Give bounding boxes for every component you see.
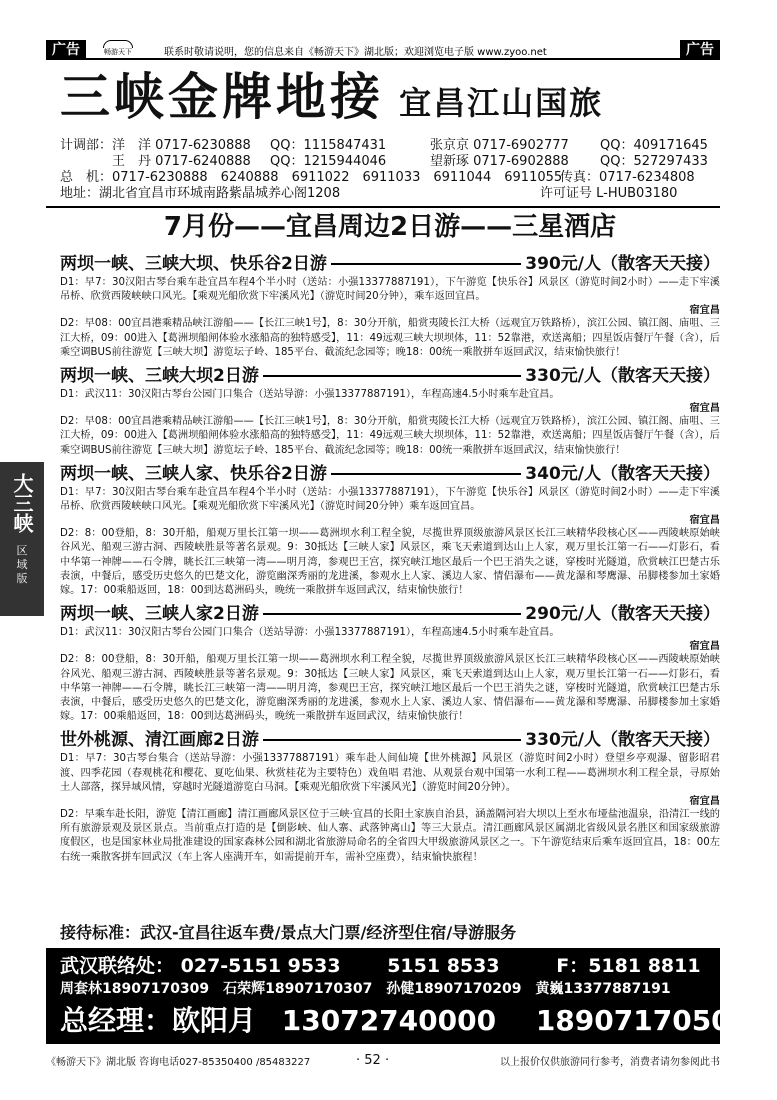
tour-day-1: D1：早7：30汉阳古琴台乘车赴宜昌车程4个半小时（送站：小强13377887191），下午游览【快乐谷】风景区（游览时间2小时）——走下牢溪吊桥、欣赏西陵峡峡口风光。【乘观光船欣赏下牢溪风光】（游览时间20分钟）乘车返回宜昌。 — [60, 486, 720, 513]
tour-day-1: D1：武汉11：30汉阳古琴台公园门口集合（送站导游：小强13377887191），车程高速4.5小时乘车赴宜昌。 — [60, 389, 560, 401]
side-tab-char: 区 — [16, 544, 28, 557]
contact-row — [60, 154, 720, 170]
side-tab-title: 大三峡 — [10, 473, 34, 533]
magazine-logo — [92, 40, 144, 60]
tour-price: 330元/人（散客天天接） — [525, 366, 720, 387]
tour-day-2: D2：早乘车赴长阳，游览【清江画廊】清江画廊风景区位于三峡·宜昌的长阳土家族自治县，涵盖隔河岩大坝以上至水布垭盐池温泉，沿清江一线的所有旅游景观及景区景点。当前重点打造的是【倒影峡、仙人寨、武落钟离山】等三大景点。清江画廊风景区属湖北省级风景名胜区和国家级旅游度假区，也是国家林业局批准建设的国家森林公园和湖北省旅游局命名的全省四大甲级旅游风景区之一。下午游览结束后乘车返回宜昌，18：00左右统一乘散客拼车回武汉（车上客人座满开车，如需提前开车，需补空座费），结束愉快旅程！ — [60, 809, 720, 863]
contact-cell: 地址：湖北省宜昌市环城南路紫晶城养心阁1208 — [60, 186, 341, 201]
leader-line — [331, 263, 521, 265]
tour-day-2: D2：早08：00宜昌港乘精品峡江游船——【长江三峡1号】，8：30分开航，船赏夷陵长江大桥（远观宜万铁路桥），滨江公园、镇江阁、庙咀、三江大桥，09：00进入【葛洲坝船闸体验水涨船高的独特感受】，11：49远观三峡大坝坝体，11：52靠港，欢送离船；四星饭店餐厅午餐（含），后乘空调BUS前往游览【三峡大坝】游览坛子岭、185平台、截流纪念园等；晚18：00统一乘散拼车返回武汉，结束愉快旅行！ — [60, 416, 720, 456]
tour-header — [60, 462, 720, 486]
gm-phone-1: 13072740000 — [281, 1004, 497, 1037]
tour-list — [60, 252, 720, 869]
footer-left: 《畅游天下》湖北版 咨询电话027-85350400 /85483227 — [46, 1057, 311, 1068]
side-tab — [0, 462, 44, 616]
office-phone-2: 5151 8533 — [387, 955, 500, 977]
office-row — [60, 954, 701, 978]
footer-right: 以上报价仅供旅游同行参考，消费者请勿参阅此书 — [500, 1057, 720, 1068]
tour-price: 340元/人（散客天天接） — [525, 463, 720, 484]
tour-price: 390元/人（散客天天接） — [525, 254, 720, 274]
tour-item — [60, 602, 720, 724]
page-number: · 52 · — [356, 1053, 390, 1068]
gm-label: 总经理：欧阳月 — [60, 1004, 257, 1037]
tour-day-1: D1：早7：30汉阳古琴台乘车赴宜昌车程4个半小时（送站：小强13377887191），下午游览【快乐谷】风景区（游览时间2小时）——走下牢溪吊桥、欣赏西陵峡峡口风光。【乘观光船欣赏下牢溪风光】（游览时间20分钟），乘车返回宜昌。 — [60, 277, 720, 303]
tour-day-1: D1：早7：30古琴台集合（送站导游：小强13377887191）乘车赴人间仙境【世外桃源】风景区（游览时间2小时）登望乡亭观瀑、留影昭君渡、四季花园（春观桃花和樱花、夏吃仙果、秋赏桂花为主要特色）戏鱼唱 君池、从观景台观中国第一水利工程——葛洲坝水利工程全景，寻原始土人部落，探异域风情，穿越时光隧道游览白马洞。【乘观光船欣赏下牢溪风光】（游览时间20分钟）。 — [60, 753, 720, 793]
top-ad-strip — [46, 40, 720, 60]
tour-item — [60, 728, 720, 864]
ad-tag-right: 广告 — [680, 40, 720, 60]
office-fax: F：5181 8811 — [556, 955, 701, 977]
ad-tag-left: 广告 — [46, 40, 86, 60]
leader-line — [331, 473, 521, 475]
tour-price: 330元/人（散客天天接） — [525, 730, 720, 751]
contact-cell: 王 丹 0717-6240888 — [60, 154, 251, 169]
side-tab-char: 版 — [16, 572, 28, 585]
main-title: 7月份——宜昌周边2日游——三星酒店 — [163, 212, 617, 242]
contact-cell: 望新琢 0717-6902888 — [430, 154, 569, 169]
contact-cell: 计调部：洋 洋 0717-6230888 — [60, 138, 251, 153]
tour-stay: 宿宜昌 — [689, 796, 720, 808]
tour-day-2: D2：早08：00宜昌港乘精品峡江游船——【长江三峡1号】，8：30分开航，船赏夷陵长江大桥（远观宜万铁路桥），滨江公园、镇江阁、庙咀、三江大桥，09：00进入【葛洲坝船闸体验水涨船高的独特感受】，11：49远观三峡大坝坝体，11：52靠港，欢送离船；四星饭店餐厅午餐（含），后乘空调BUS前往游览【三峡大坝】游览坛子岭、185平台、截流纪念园等；晚18：00统一乘散拼车返回武汉，结束愉快旅行！ — [60, 318, 720, 358]
contact-cell: QQ：1215944046 — [270, 154, 387, 169]
header — [60, 66, 720, 202]
leader-line — [263, 739, 521, 741]
tour-stay: 宿宜昌 — [689, 305, 720, 317]
tour-item — [60, 252, 720, 360]
staff-phones: 周套林18907170309 石荣辉18907170307 孙健18907170209 黄巍13377887191 — [60, 981, 671, 997]
contact-cell: 张京京 0717-6902777 — [430, 138, 569, 153]
brand-title: 三峡金牌地接 — [60, 67, 384, 126]
tour-header — [60, 728, 720, 752]
tour-day-2: D2：8：00登船，8：30开船，船观万里长江第一坝——葛洲坝水利工程全貌，尽揽世界顶级旅游风景区长江三峡精华段核心区——西陵峡原始峡谷风光、船观三游古洞、西陵峡胜景等著名景观。9：30抵达【三峡人家】风景区，乘飞天索道到达山上人家，观万里长江第一石——灯影石，看中华第一神牌——石令牌，眺长江三峡第一湾——明月湾，参观巴王宫，探究峡江地区最后一个巴王消失之谜，穿梭时光隧道，欣赏峡江巴楚古乐表演，中餐后，感受历史悠久的巴楚文化，游览幽深秀丽的龙进溪，参观水上人家、溪边人家、情侣瀑布——黄龙瀑和琴鹰瀑、吊脚楼参加土家婚嫁。17：00乘船返回，18：00到达葛洲码头，晚统一乘散拼车返回武汉，结束愉快旅行！ — [60, 654, 720, 723]
office-label: 武汉联络处： — [60, 955, 175, 977]
contact-cell: 总 机：0717-6230888 6240888 6911022 6911033 6911044 6911055 — [60, 170, 563, 185]
tour-day-1: D1：武汉11：30汉阳古琴台公园门口集合（送站导游：小强13377887191），车程高速4.5小时乘车赴宜昌。 — [60, 627, 560, 639]
gm-phone-2: 18907170506 — [535, 1004, 751, 1037]
tour-item — [60, 462, 720, 598]
service-standard: 接待标准：武汉-宜昌往返车费/景点大门票/经济型住宿/导游服务 — [60, 923, 517, 942]
tour-stay: 宿宜昌 — [689, 641, 720, 653]
tour-stay: 宿宜昌 — [689, 515, 720, 527]
side-tab-char: 域 — [16, 558, 28, 571]
contact-cell: QQ：527297433 — [600, 154, 708, 169]
tour-name: 两坝一峡、三峡大坝2日游 — [60, 366, 259, 387]
general-manager-row — [60, 1003, 750, 1039]
contact-row — [60, 170, 720, 186]
contact-row — [60, 186, 720, 202]
contact-cell: 传真：0717-6234808 — [560, 170, 695, 185]
leader-line — [263, 613, 521, 615]
agency-name: 宜昌江山国旅 — [399, 84, 604, 122]
tour-header — [60, 602, 720, 626]
logo-text: 畅游天下 — [104, 48, 132, 56]
leader-line — [263, 375, 521, 377]
tour-header — [60, 364, 720, 388]
tour-item — [60, 364, 720, 458]
tour-day-2: D2：8：00登船，8：30开船，船观万里长江第一坝——葛洲坝水利工程全貌，尽揽世界顶级旅游风景区长江三峡精华段核心区——西陵峡原始峡谷风光、船观三游古洞、西陵峡胜景等著名景观。9：30抵达【三峡人家】风景区，乘飞天索道到达山上人家，观万里长江第一石——灯影石，看中华第一神牌——石令牌，眺长江三峡第一湾——明月湾，参观巴王宫，探究峡江地区最后一个巴王消失之谜，穿梭时光隧道，欣赏峡江巴楚古乐表演，中餐后，感受历史悠久的巴楚文化，游览幽深秀丽的龙进溪，参观水上人家、溪边人家、情侣瀑布——黄龙瀑和琴鹰瀑、吊脚楼参加土家婚嫁。17：00乘船返回，18：00到达葛洲码头，晚统一乘散拼车返回武汉，结束愉快旅行！ — [60, 528, 720, 597]
tour-name: 两坝一峡、三峡人家2日游 — [60, 604, 259, 625]
tour-header — [60, 252, 720, 276]
tour-name: 世外桃源、清江画廊2日游 — [60, 730, 259, 751]
contact-cell: 许可证号 L-HUB03180 — [540, 186, 678, 201]
tour-stay: 宿宜昌 — [689, 403, 720, 415]
tour-name: 两坝一峡、三峡大坝、快乐谷2日游 — [60, 254, 327, 274]
sun-icon — [103, 40, 133, 48]
tour-name: 两坝一峡、三峡人家、快乐谷2日游 — [60, 463, 327, 484]
contact-block — [60, 138, 720, 202]
contact-cell: QQ：1115847431 — [270, 138, 387, 153]
contact-banner — [46, 948, 751, 1044]
office-phone-1: 027-5151 9533 — [180, 955, 341, 977]
contact-row — [60, 138, 720, 154]
contact-cell: QQ：409171645 — [600, 138, 708, 153]
tour-price: 290元/人（散客天天接） — [525, 604, 720, 625]
top-note: 联系时敬请说明，您的信息来自《畅游天下》湖北版；欢迎浏览电子版 www.zyoo.net — [164, 47, 547, 58]
